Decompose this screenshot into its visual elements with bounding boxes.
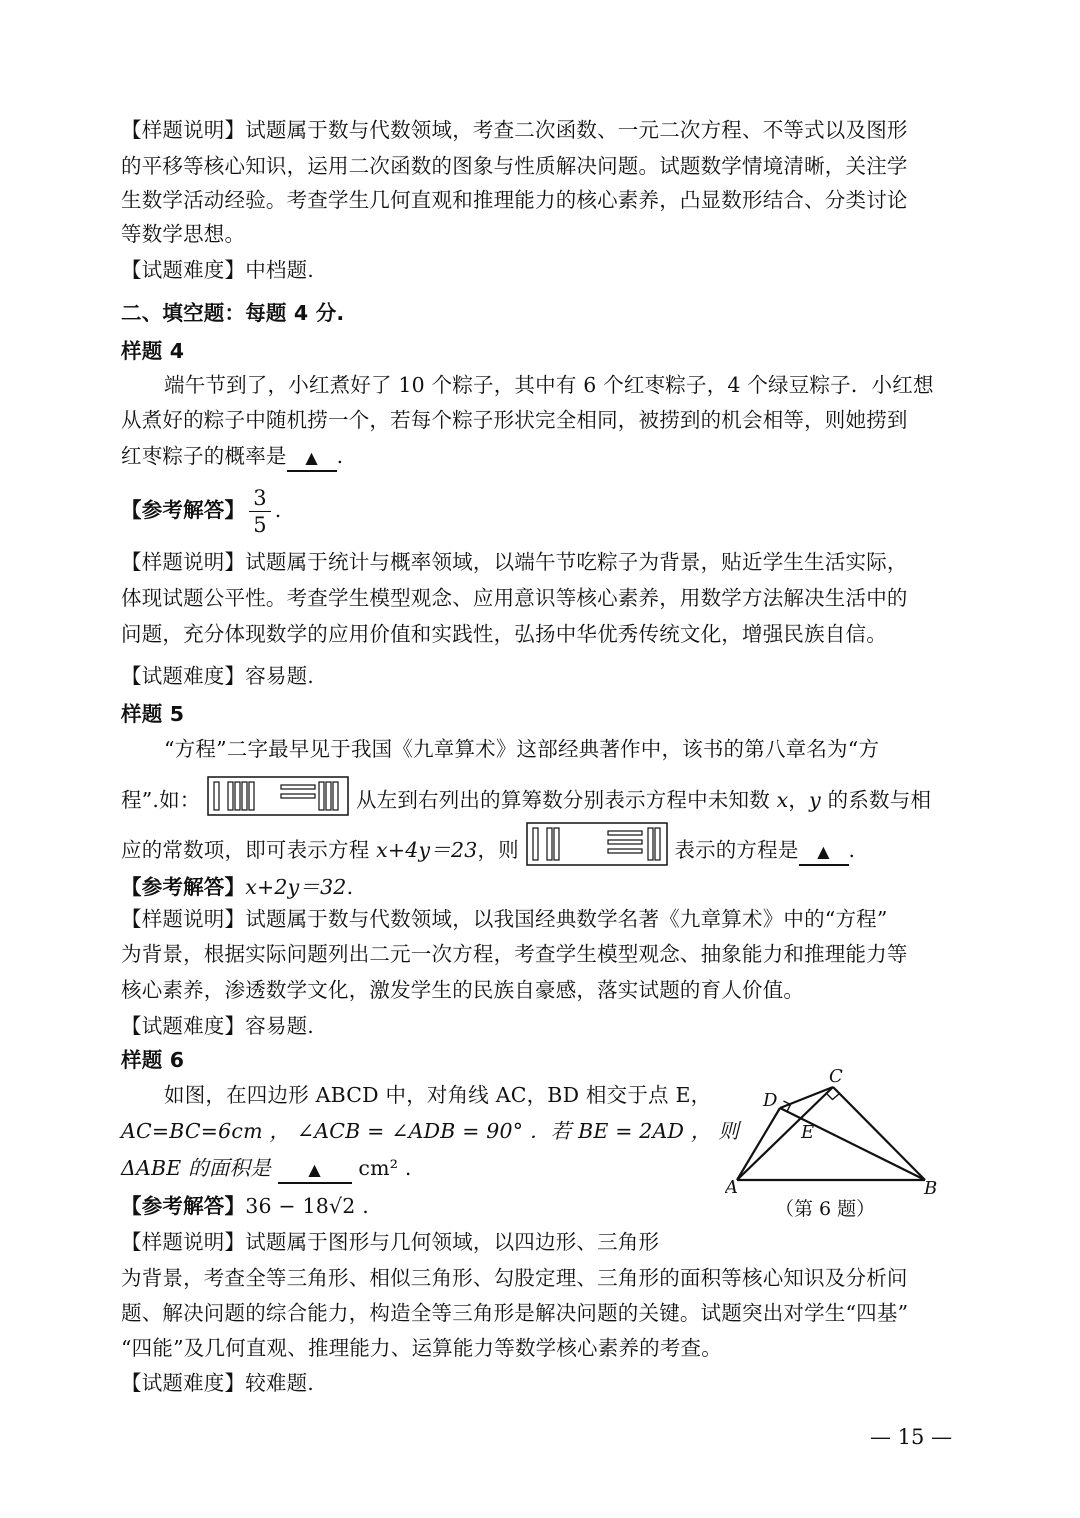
q4-line2: 从煮好的粽子中随机捞一个，若每个粽子形状完全相同，被捞到的机会相等，则她捞到 [121,408,908,432]
q6-title: 样题 6 [121,1048,185,1072]
q6-line3-b: cm² . [358,1156,412,1180]
s3-difficulty: 【试题难度】中档题. [121,258,315,282]
s3-note-line4: 等数学思想。 [121,222,246,246]
q4-answer-end: . [274,498,282,522]
counting-rods-example-1 [207,776,349,827]
q5-answer [121,873,353,901]
label-d: D [763,1090,778,1111]
q6-line1: 如图，在四边形 ABCD 中，对角线 AC，BD 相交于点 E， [164,1083,712,1107]
q5-note-line2: 为背景，根据实际问题列出二元一次方程，考查学生模型观念、抽象能力和推理能力等 [121,942,908,966]
q5-line3-a: 应的常数项，即可表示方程 [121,838,370,862]
q6-answer-blank: ▲ [278,1158,352,1184]
q5-line2 [121,776,931,827]
label-c: C [829,1066,843,1087]
q5-answer-end: . [346,875,354,899]
q5-var-y: y [809,788,821,812]
q5-line2-a: 程”.如： [121,788,201,812]
q5-difficulty: 【试题难度】容易题. [121,1014,315,1038]
q6-answer-end: . [362,1194,369,1218]
q6-line2: AC=BC=6cm ， ∠ACB = ∠ADB = 90° ．若 BE = 2AD ， 则 [121,1119,740,1143]
segment-cb [833,1087,925,1180]
segment-dc [780,1087,833,1108]
q4-line1: 端午节到了，小红煮好了 10 个粽子，其中有 6 个红枣粽子，4 个绿豆粽子．小红想 [164,373,934,397]
s3-note-line3: 生数学活动经验。考查学生几何直观和推理能力的核心素养，凸显数形结合、分类讨论 [121,188,908,212]
q5-var-x: x [776,788,789,812]
q4-note-line2: 体现试题公平性。考查学生模型观念、应用意识等核心素养，用数学方法解决生活中的 [121,586,908,610]
page-number: — 15 — [870,1425,953,1449]
q4-difficulty: 【试题难度】容易题. [121,664,315,688]
q5-line2-c: 的系数与相 [827,788,932,812]
right-angle-c [827,1094,840,1100]
diagonal-bd [780,1108,925,1180]
diagonal-ac [737,1087,833,1180]
q6-note-line1: 【样题说明】试题属于图形与几何领域，以四边形、三角形 [121,1230,660,1254]
q4-note-line1: 【样题说明】试题属于统计与概率领域，以端午节吃粽子为背景，贴近学生生活实际， [121,550,908,574]
q4-note-line3: 问题，充分体现数学的应用价值和实践性，弘扬中华优秀传统文化，增强民族自信。 [121,622,887,646]
q4-answer-blank: ▲ [287,446,337,472]
q6-answer-value: 36 − 18√2 [245,1194,356,1218]
q5-answer-blank: ▲ [799,840,849,866]
q6-answer [121,1192,369,1220]
s3-note-line2: 的平移等核心知识，运用二次函数的图象与性质解决问题。试题数学情境清晰，关注学 [121,154,908,178]
q5-note-line1: 【样题说明】试题属于数与代数领域，以我国经典数学名著《九章算术》中的“方程” [121,907,888,931]
section-heading: 二、填空题：每题 4 分. [121,301,345,325]
fraction-denominator: 5 [253,513,267,537]
label-a: A [725,1177,738,1196]
q5-note-line3: 核心素养，渗透数学文化，激发学生的民族自豪感，落实试题的育人价值。 [121,978,805,1002]
q6-note-line4: “四能”及几何直观、推理能力、运算能力等数学核心素养的考查。 [121,1336,722,1360]
q4-title: 样题 4 [121,339,185,363]
q5-equation: x+4y＝23 [376,838,478,862]
q5-line3-end: . [848,838,856,862]
q5-answer-value: x+2y＝32 [245,875,347,899]
label-e: E [801,1122,815,1143]
q4-line3-text: 红枣粽子的概率是 [121,444,287,468]
q4-answer-label: 【参考解答】 [121,498,246,522]
q6-note-line3: 题、解决问题的综合能力，构造全等三角形是解决问题的关键。试题突出对学生“四基” [121,1301,909,1325]
figure-caption: （第 6 题） [775,1198,876,1220]
q5-line2-b: 从左到右列出的算筹数分别表示方程中未知数 [355,788,770,812]
q4-answer-fraction [249,485,271,538]
fraction-numerator: 3 [249,485,271,512]
q6-note-line2: 为背景，考查全等三角形、相似三角形、勾股定理、三角形的面积等核心知识及分析问 [121,1266,908,1290]
q5-title: 样题 5 [121,702,185,726]
q6-line3-a: ΔABE 的面积是 [121,1156,271,1180]
q5-line3-b: ，则 [477,838,519,862]
label-b: B [924,1178,938,1196]
q6-answer-label: 【参考解答】 [121,1194,246,1218]
q5-line1: “方程”二字最早见于我国《九章算术》这部经典著作中，该书的第八章名为“方 [164,737,880,761]
q4-answer [121,482,281,538]
q4-line3 [121,442,343,472]
q5-line3-c: 表示的方程是 [674,838,799,862]
counting-rods-example-2 [526,822,668,881]
s3-note-line1: 【样题说明】试题属于数与代数领域，考查二次函数、一元二次方程、不等式以及图形 [121,118,908,142]
q6-line3 [121,1154,412,1184]
q5-line2-sep: ， [788,788,810,812]
q5-answer-label: 【参考解答】 [121,875,246,899]
q6-difficulty: 【试题难度】较难题. [121,1371,315,1395]
q4-line3-end: . [336,444,344,468]
quadrilateral-figure [725,1066,940,1196]
